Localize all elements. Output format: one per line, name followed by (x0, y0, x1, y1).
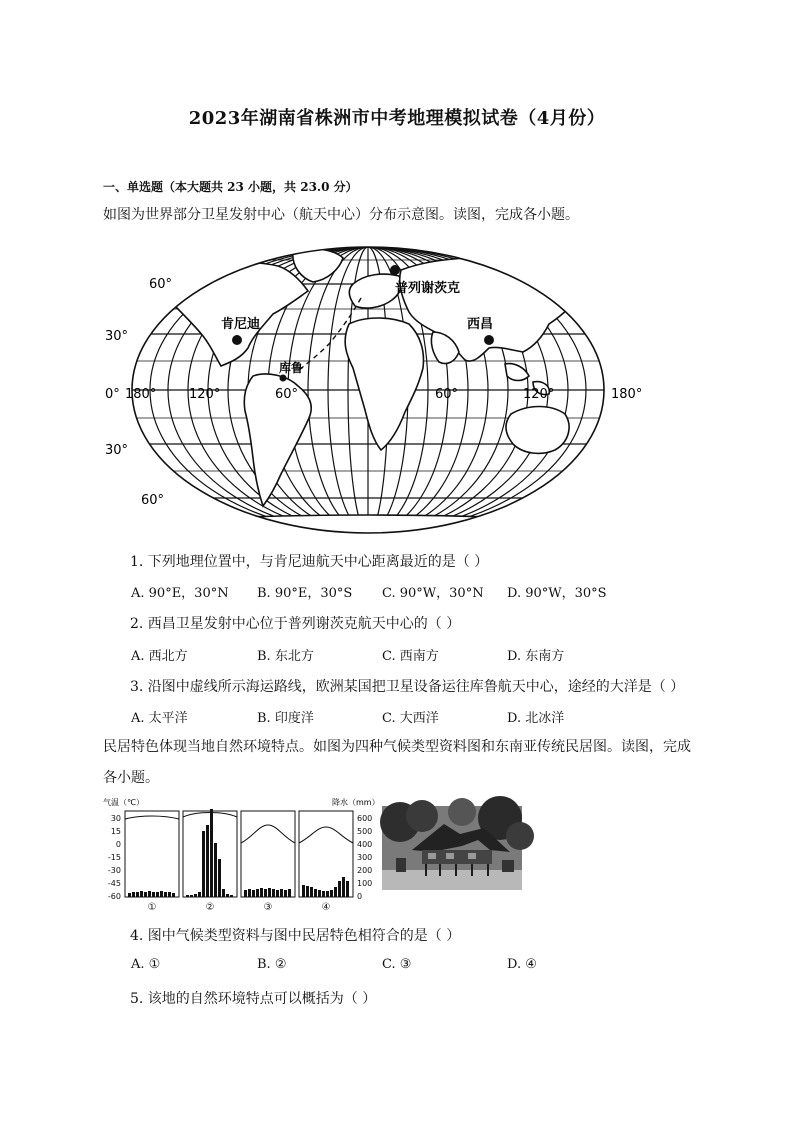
panel-label: ② (205, 902, 215, 913)
temp-tick: -15 (107, 853, 121, 862)
lon-label: 180° (125, 387, 157, 402)
precip-tick: 100 (357, 879, 373, 888)
site-label: 普列谢茨克 (395, 281, 461, 296)
stilt-house-photo (382, 806, 522, 890)
question-options (131, 707, 651, 727)
precip-tick: 400 (357, 840, 373, 849)
precip-tick: 300 (357, 853, 373, 862)
kourou-marker (280, 375, 287, 382)
option-d[interactable]: D. 北冰洋 (507, 711, 565, 726)
option-d[interactable]: D. 90°W，30°S (507, 586, 607, 601)
lat-label: 30° (105, 329, 129, 344)
lon-label: 180° (611, 387, 643, 402)
temp-tick: 15 (110, 827, 121, 836)
option-a[interactable]: A. 90°E，30°N (131, 586, 229, 601)
lat-label: 30° (105, 443, 129, 458)
lon-label: 60° (275, 387, 299, 402)
lat-label: 60° (141, 493, 165, 508)
option-d[interactable]: D. 东南方 (507, 649, 565, 664)
option-b[interactable]: B. 印度洋 (257, 711, 314, 726)
question-options (131, 582, 651, 602)
precip-axis-label: 降水（mm） (332, 798, 380, 807)
temp-tick: -30 (107, 866, 121, 875)
precip-tick: 200 (357, 866, 373, 875)
temp-tick: -60 (107, 892, 121, 901)
question-stem: 1. 下列地理位置中，与肯尼迪航天中心距离最近的是（ ） (130, 554, 489, 570)
option-c[interactable]: C. ③ (382, 957, 412, 972)
option-d[interactable]: D. ④ (507, 957, 537, 972)
xichang-marker (484, 335, 494, 345)
option-c[interactable]: C. 西南方 (382, 649, 439, 664)
lon-label: 120° (189, 387, 221, 402)
lon-label: 60° (435, 387, 459, 402)
precip-tick: 500 (357, 827, 373, 836)
temp-tick: 30 (110, 814, 121, 823)
option-c[interactable]: C. 90°W，30°N (382, 586, 484, 601)
lon-label: 120° (523, 387, 555, 402)
panel-label: ③ (263, 902, 273, 913)
question-stem: 4. 图中气候类型资料与图中民居特色相符合的是（ ） (130, 928, 461, 944)
site-label: 西昌 (467, 317, 494, 332)
option-b[interactable]: B. 90°E，30°S (257, 586, 353, 601)
option-c[interactable]: C. 大西洋 (382, 711, 439, 726)
world-map-figure (103, 236, 643, 536)
intro-paragraph-2: 民居特色体现当地自然环境特点。如图为四种气候类型资料图和东南亚传统民居图。读图，完成各小题。 (103, 739, 691, 786)
question-stem: 2. 西昌卫星发射中心位于普列谢茨克航天中心的（ ） (130, 616, 461, 632)
precip-tick: 0 (357, 892, 363, 901)
question-stem: 5. 该地的自然环境特点可以概括为（ ） (130, 991, 377, 1007)
option-a[interactable]: A. ① (131, 957, 161, 972)
kennedy-marker (232, 335, 242, 345)
lat-label: 60° (149, 277, 173, 292)
temp-tick: 0 (115, 840, 121, 849)
option-b[interactable]: B. 东北方 (257, 649, 314, 664)
plesetsk-marker (390, 265, 400, 275)
panel-label: ④ (321, 902, 331, 913)
page-title: 2023年湖南省株洲市中考地理模拟试卷（4月份） (188, 108, 606, 129)
option-a[interactable]: A. 太平洋 (131, 711, 188, 726)
option-a[interactable]: A. 西北方 (131, 649, 188, 664)
site-label: 肯尼迪 (221, 317, 261, 332)
section-header: 一、单选题（本大题共 23 小题，共 23.0 分） (103, 180, 358, 194)
climate-charts-figure (103, 797, 381, 915)
site-label: 库鲁 (279, 361, 304, 375)
temp-tick: -45 (107, 879, 121, 888)
intro-paragraph-1: 如图为世界部分卫星发射中心（航天中心）分布示意图。读图，完成各小题。 (103, 207, 579, 223)
lat-label: 0° (105, 387, 120, 402)
question-options (131, 645, 651, 665)
panel-label: ① (147, 902, 157, 913)
temp-axis-label: 气温（℃） (103, 798, 144, 807)
question-stem: 3. 沿图中虚线所示海运路线，欧洲某国把卫星设备运往库鲁航天中心，途经的大洋是（ ） (130, 679, 685, 695)
option-b[interactable]: B. ② (257, 957, 287, 972)
precip-tick: 600 (357, 814, 373, 823)
question-options (131, 957, 651, 977)
